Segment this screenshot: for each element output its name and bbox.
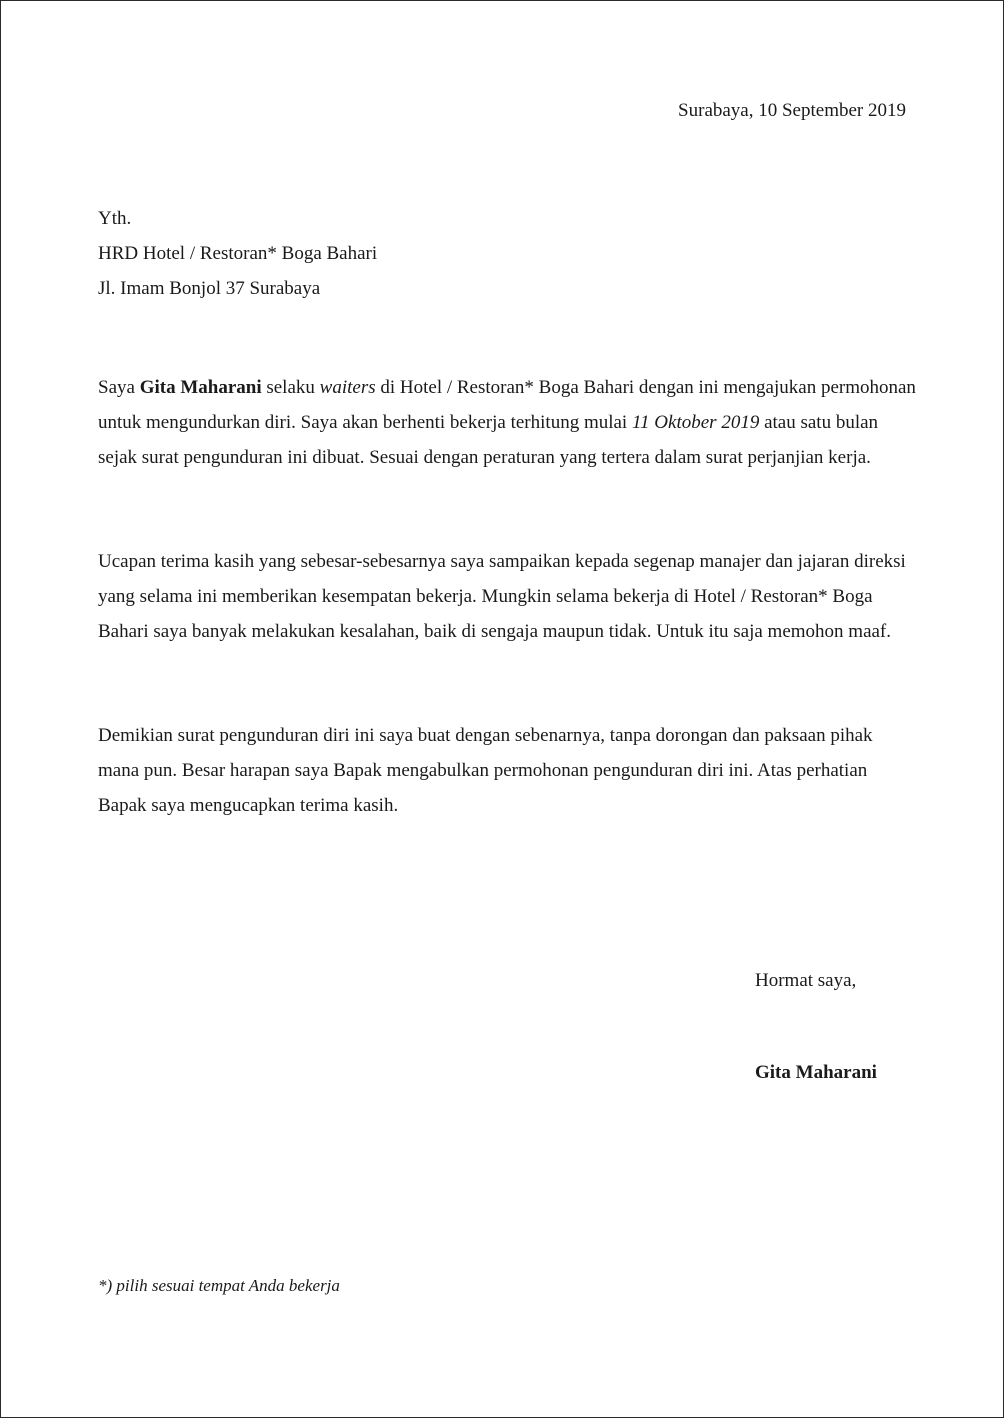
resignation-date: 11 Oktober 2019 — [631, 412, 760, 433]
paragraph-resignation-statement — [98, 370, 918, 475]
recipient-address: Jl. Imam Bonjol 37 Surabaya — [98, 278, 321, 299]
paragraph1-tail: atau satu bulan sejak surat pengunduran ini dibuat. Sesuai dengan peraturan yang tertera dalam surat perjanjian kerja. — [98, 412, 879, 468]
recipient-salutation: Yth. — [98, 208, 132, 229]
paragraph-closing-remarks: Demikian surat pengunduran diri ini saya buat dengan sebenarnya, tanpa dorongan dan paksaan pihak mana pun. Besar harapan saya Bapak mengabulkan permohonan pengunduran diri ini. Atas perhatian Bapak saya mengucapkan terima kasih. — [98, 725, 873, 816]
paragraph1-mid1: selaku — [261, 377, 320, 398]
closing-greeting: Hormat saya, — [755, 970, 857, 991]
footnote: *) pilih sesuai tempat Anda bekerja — [98, 1276, 340, 1295]
signer-name: Gita Maharani — [755, 1062, 877, 1083]
employee-name: Gita Maharani — [139, 377, 262, 398]
place-date: Surabaya, 10 September 2019 — [678, 100, 906, 121]
paragraph-gratitude: Ucapan terima kasih yang sebesar-sebesarnya saya sampaikan kepada segenap manajer dan jajaran direksi yang selama ini memberikan kesempatan bekerja. Mungkin selama bekerja di Hotel / Restoran* Boga Bahari saya banyak melakukan kesalahan, baik di sengaja maupun tidak. Untuk itu saja memohon maaf. — [98, 551, 906, 642]
recipient-block — [98, 201, 377, 306]
recipient-name: HRD Hotel / Restoran* Boga Bahari — [98, 243, 378, 264]
paragraph1-mid2: di Hotel / Restoran* Boga Bahari dengan ini mengajukan permohonan untuk mengundurkan diri. Saya akan berhenti bekerja terhitung mulai — [98, 377, 916, 433]
paragraph1-lead: Saya — [98, 377, 140, 398]
employee-role: waiters — [319, 377, 376, 398]
